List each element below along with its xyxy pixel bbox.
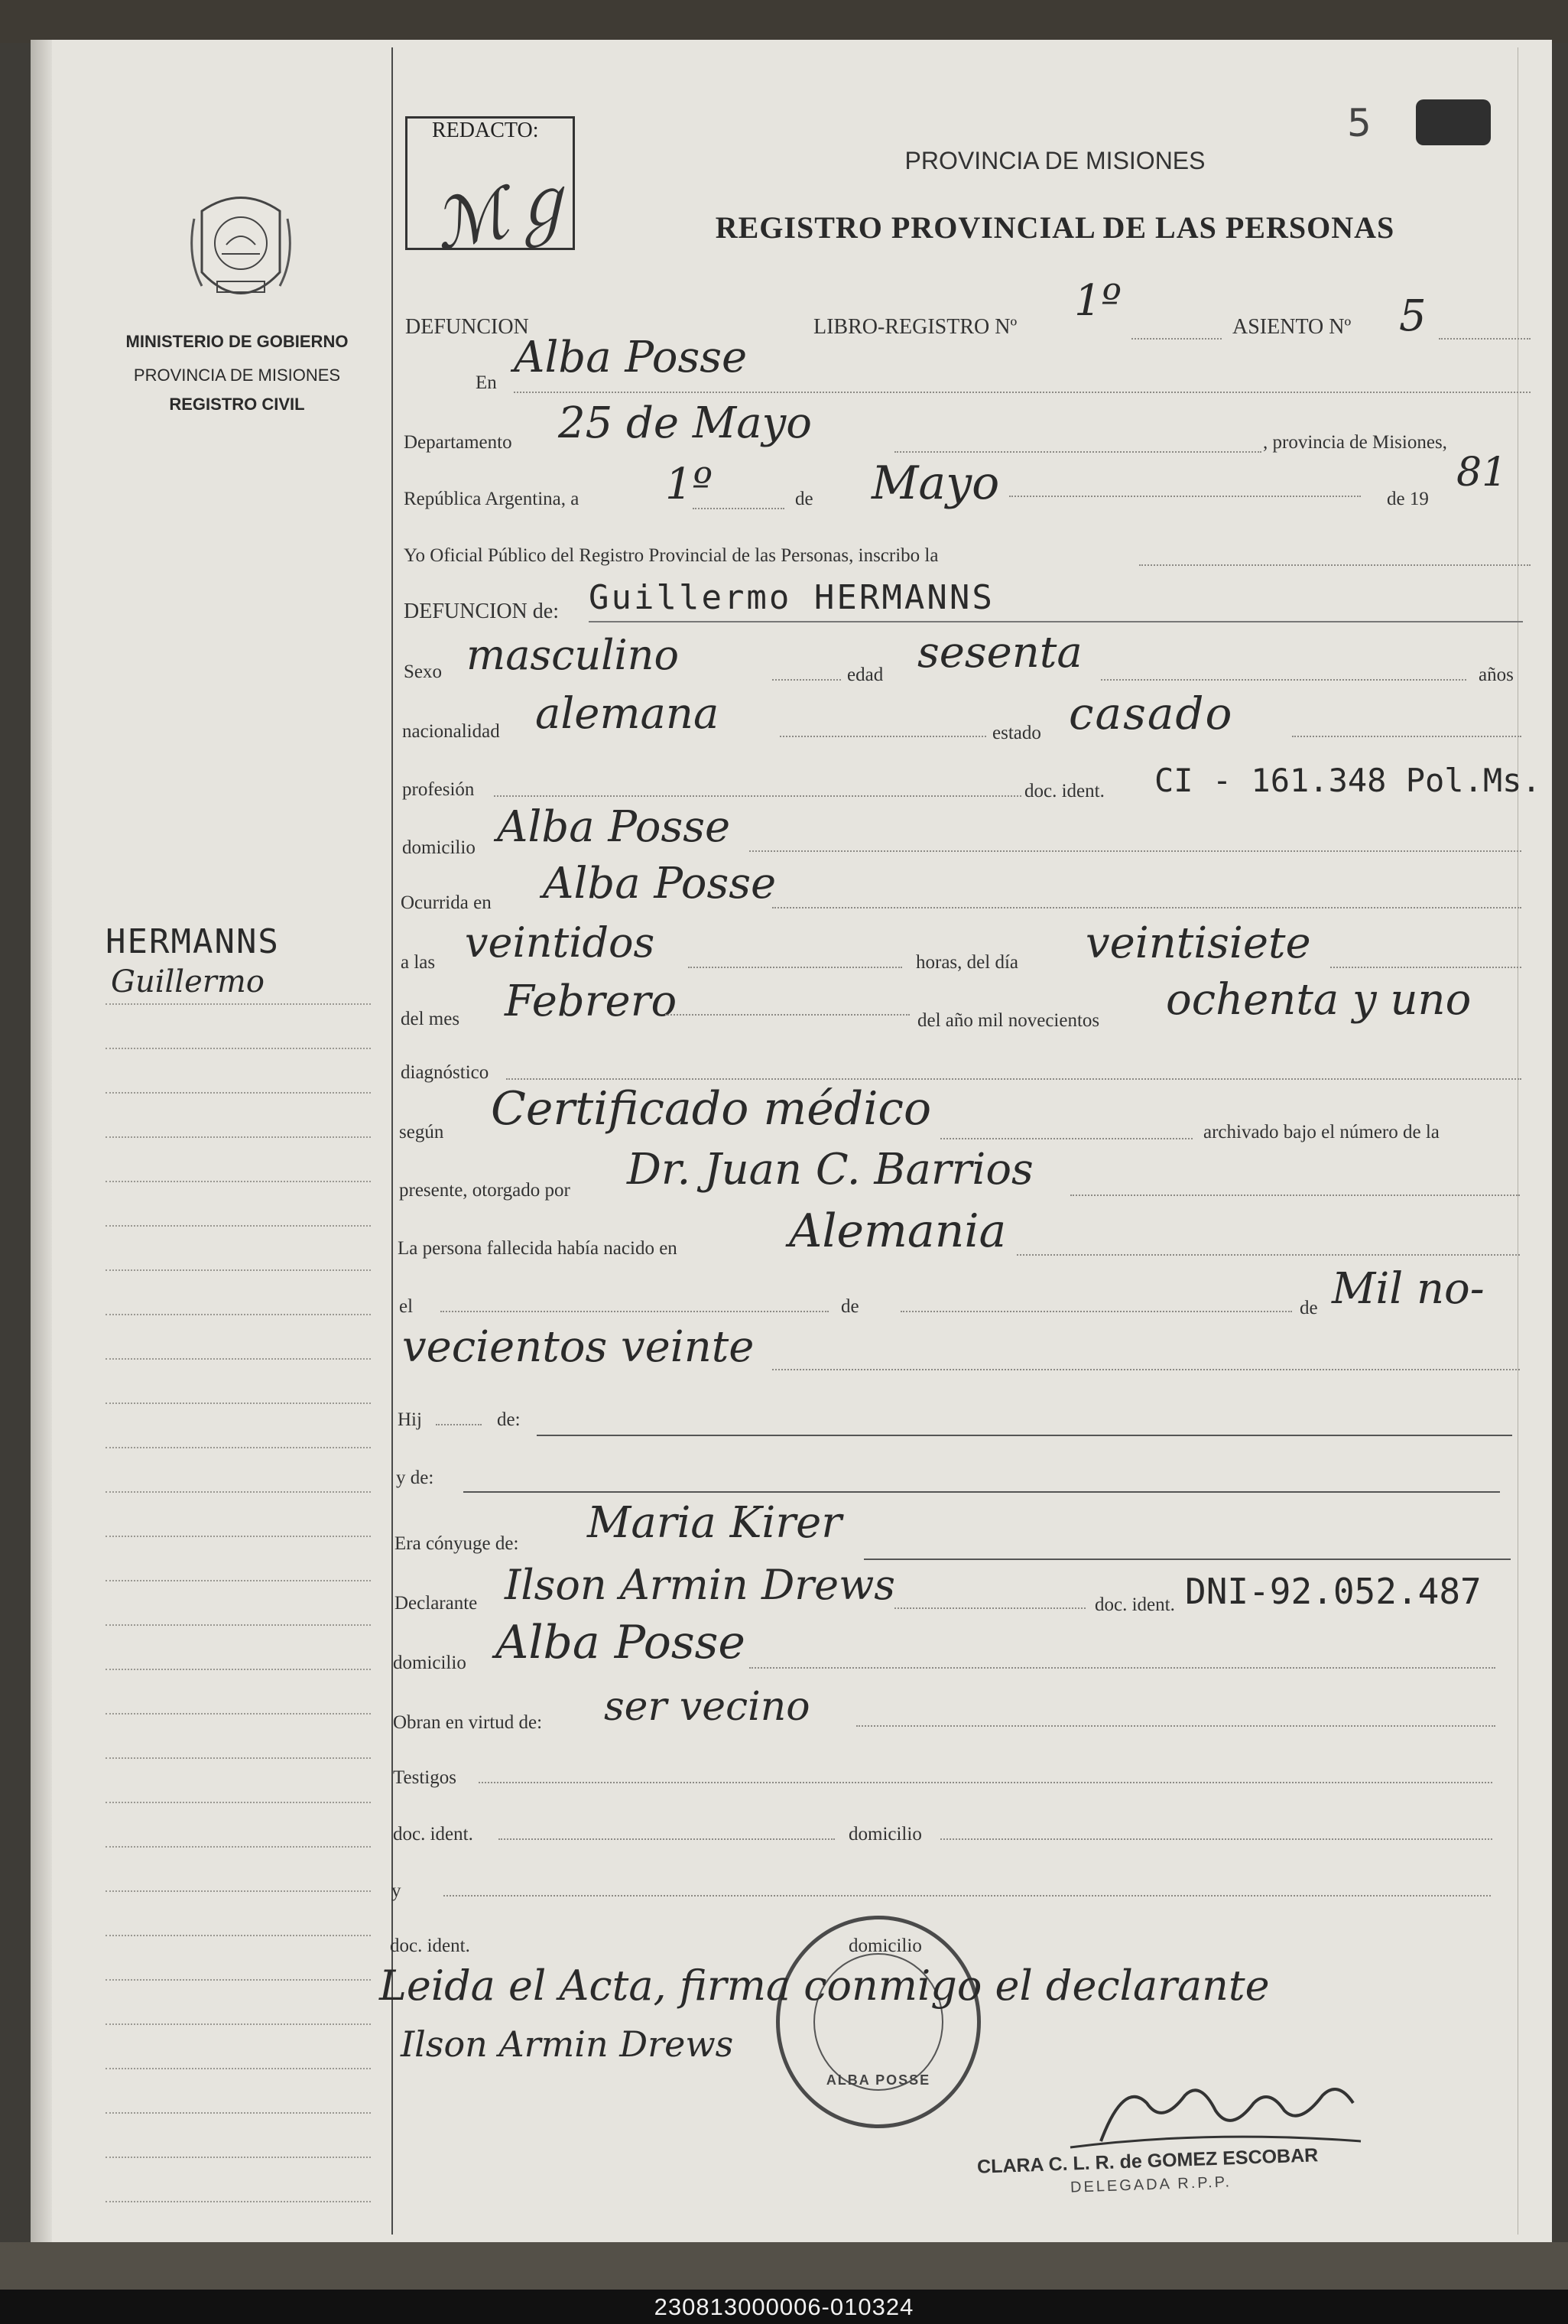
del-mes-label: del mes <box>401 1009 460 1029</box>
margin-rule <box>106 1181 371 1182</box>
margin-rule <box>106 1979 371 1981</box>
horas-rule <box>1330 967 1521 968</box>
el-rule <box>440 1311 829 1312</box>
decl-dom-rule <box>749 1667 1495 1669</box>
departamento-rule <box>894 451 1261 453</box>
margin-rule <box>106 1136 371 1138</box>
redaction-mark <box>1416 99 1491 145</box>
declarante-value: Ilson Armin Drews <box>505 1561 895 1609</box>
mes-value: Mayo <box>872 457 1000 510</box>
decl-doc-value: DNI-92.052.487 <box>1185 1571 1482 1612</box>
presente-rule <box>1070 1195 1520 1196</box>
del-anio-label: del año mil novecientos <box>917 1010 1100 1031</box>
margin-rule <box>106 1092 371 1094</box>
libro-value: 1º <box>1074 276 1122 326</box>
edad-label: edad <box>847 665 884 685</box>
asiento-value: 5 <box>1399 291 1427 341</box>
profesion-label: profesión <box>402 779 475 800</box>
estado-label: estado <box>992 723 1041 743</box>
del-anio-value: ochenta y uno <box>1166 975 1472 1025</box>
departamento-label: Departamento <box>404 432 512 453</box>
official-signature <box>1055 2057 1376 2157</box>
domicilio-rule <box>749 850 1521 852</box>
edad-value: sesenta <box>917 628 1083 678</box>
redacto-initials: ℳℊ <box>426 158 583 268</box>
domicilio-label: domicilio <box>402 837 476 858</box>
nacida-value: Alemania <box>789 1204 1007 1258</box>
ocurrida-value: Alba Posse <box>543 859 777 908</box>
del-mes-rule <box>665 1014 910 1016</box>
margin-rule <box>106 1225 371 1227</box>
horas-value: veintisiete <box>1086 918 1311 968</box>
ocurrida-label: Ocurrida en <box>401 892 492 913</box>
margin-rule <box>106 1536 371 1537</box>
closing-text: Leida el Acta, firma conmigo el declarante <box>379 1962 1270 2010</box>
province-title: PROVINCIA DE MISIONES <box>904 147 1206 174</box>
doc-ident-label: doc. ident. <box>1024 781 1105 801</box>
redacto-label: REDACTO: <box>432 119 539 142</box>
en-value: Alba Posse <box>514 333 748 382</box>
nacida-rule <box>1017 1254 1520 1256</box>
conyuge-value: Maria Kirer <box>587 1498 842 1548</box>
asiento-label: ASIENTO Nº <box>1232 315 1352 339</box>
republica-label: República Argentina, a <box>404 489 579 509</box>
profesion-rule <box>494 795 1021 797</box>
hij-de-label: de: <box>497 1409 521 1430</box>
libro-rule <box>1131 338 1222 340</box>
declarante-label: Declarante <box>394 1593 478 1614</box>
margin-rule <box>106 1403 371 1404</box>
defuncion-de-label: DEFUNCION de: <box>404 600 559 623</box>
anio-value: 81 <box>1456 450 1508 496</box>
ministry-line: MINISTERIO DE GOBIERNO <box>125 332 349 351</box>
margin-rule <box>106 1757 371 1759</box>
el-label: el <box>399 1296 414 1317</box>
defuncion-de-rule <box>589 621 1523 622</box>
margin-rule <box>106 1003 371 1005</box>
en-rule <box>514 392 1531 393</box>
del-mes-value: Febrero <box>505 977 677 1026</box>
obran-rule <box>856 1725 1495 1727</box>
yo-oficial-rule <box>1139 564 1531 566</box>
edad-rule <box>1101 679 1466 681</box>
testigos-label: Testigos <box>393 1767 456 1788</box>
obran-label: Obran en virtud de: <box>393 1712 543 1733</box>
estado-rule <box>1292 736 1521 737</box>
testigos-rule <box>479 1782 1492 1783</box>
y-de-rule <box>463 1491 1500 1493</box>
margin-rule <box>106 2201 371 2202</box>
provincia-label: , provincia de Misiones, <box>1263 432 1447 453</box>
civil-registry-line: REGISTRO CIVIL <box>169 395 305 414</box>
margin-rule <box>106 1669 371 1670</box>
doc-ident-value: CI - 161.348 Pol.Ms. <box>1154 762 1541 799</box>
t-dom-label: domicilio <box>849 1824 922 1845</box>
de2-label: de <box>841 1296 859 1317</box>
margin-rule <box>106 1846 371 1848</box>
nacida-label: La persona fallecida había nacido en <box>398 1238 677 1259</box>
t2-dom-label: domicilio <box>849 1936 922 1956</box>
y-rule <box>443 1895 1491 1897</box>
diagnostico-label: diagnóstico <box>401 1062 489 1083</box>
decl-dom-label: domicilio <box>393 1653 466 1673</box>
image-caption: 230813000006-010324 <box>0 2290 1568 2324</box>
margin-rule <box>106 2157 371 2158</box>
margin-rule <box>106 1358 371 1360</box>
hij-rule <box>436 1424 482 1425</box>
domicilio-value: Alba Posse <box>497 802 731 852</box>
nacionalidad-rule <box>780 736 986 737</box>
segun-label: según <box>399 1122 444 1142</box>
y-de-label: y de: <box>396 1468 434 1488</box>
province-emblem <box>187 188 295 312</box>
yo-oficial-text: Yo Oficial Público del Registro Provincial de las Personas, inscribo la <box>404 545 939 566</box>
presente-label: presente, otorgado por <box>399 1180 570 1201</box>
hij-de-rule <box>537 1435 1512 1436</box>
margin-surname: HERMANNS <box>106 922 280 961</box>
sexo-rule <box>772 679 841 681</box>
dia-value: 1º <box>665 460 713 509</box>
page-number: 5 <box>1347 101 1372 145</box>
de3-value: Mil no- <box>1332 1264 1485 1314</box>
declarante-rule <box>894 1607 1086 1609</box>
margin-rule <box>106 1890 371 1892</box>
t-doc-rule <box>498 1838 835 1840</box>
anos-label: años <box>1479 665 1514 685</box>
province-line: PROVINCIA DE MISIONES <box>133 366 341 385</box>
departamento-value: 25 de Mayo <box>558 398 812 448</box>
decl-dom-value: Alba Posse <box>495 1616 745 1669</box>
margin-rule <box>106 1935 371 1936</box>
defuncion-de-value: Guillermo HERMANNS <box>589 578 995 617</box>
nacionalidad-label: nacionalidad <box>402 721 500 742</box>
page-fold <box>31 40 52 2242</box>
anio-nac-rule <box>772 1369 1520 1370</box>
binding-top <box>0 0 1568 43</box>
dia-rule <box>693 508 784 509</box>
defuncion-label: DEFUNCION <box>405 315 529 339</box>
presente-value: Dr. Juan C. Barrios <box>627 1145 1034 1195</box>
margin-rule <box>106 1269 371 1271</box>
hij-label: Hij <box>398 1409 422 1430</box>
decl-doc-label: doc. ident. <box>1095 1594 1175 1615</box>
de3-label: de <box>1300 1298 1318 1318</box>
sexo-value: masculino <box>466 631 679 679</box>
y-label: y <box>391 1880 401 1901</box>
mes-rule <box>1009 496 1361 497</box>
conyuge-rule <box>864 1559 1511 1560</box>
official-title: DELEGADA R.P.P. <box>1070 2173 1232 2196</box>
a-las-rule <box>688 967 902 968</box>
seal-text: ALBA POSSE <box>826 2072 931 2088</box>
t2-doc-label: doc. ident. <box>390 1936 470 1956</box>
margin-rule <box>106 1491 371 1493</box>
a-las-value: veintidos <box>465 918 655 967</box>
estado-value: casado <box>1069 687 1234 739</box>
en-label: En <box>476 372 497 393</box>
margin-rule <box>106 1580 371 1581</box>
margin-rule <box>106 1624 371 1626</box>
margin-rule <box>106 1713 371 1715</box>
binding-bottom <box>0 2242 1568 2290</box>
ocurrida-rule <box>772 907 1521 908</box>
declarant-signature: Ilson Armin Drews <box>401 2023 734 2065</box>
official-seal <box>776 1916 981 2128</box>
margin-rule <box>106 1048 371 1049</box>
margin-divider <box>391 47 393 2235</box>
a-las-label: a las <box>401 952 436 973</box>
margin-given-name: Guillermo <box>111 964 265 999</box>
conyuge-label: Era cónyuge de: <box>394 1533 519 1554</box>
archivado-label: archivado bajo el número de la <box>1203 1122 1440 1142</box>
sexo-label: Sexo <box>404 661 442 682</box>
diagnostico-rule <box>506 1078 1521 1080</box>
obran-value: ser vecino <box>604 1684 810 1730</box>
de-label: de <box>795 489 813 509</box>
horas-label: horas, del día <box>916 952 1018 973</box>
margin-rule <box>106 1447 371 1448</box>
anio-nac-value: vecientos veinte <box>402 1322 755 1372</box>
nacionalidad-value: alemana <box>535 689 719 739</box>
margin-rule <box>106 1314 371 1315</box>
margin-rule <box>106 2023 371 2025</box>
de2-rule <box>901 1311 1292 1312</box>
t-dom-rule <box>940 1838 1492 1840</box>
segun-rule <box>940 1138 1193 1139</box>
official-name: CLARA C. L. R. de GOMEZ ESCOBAR <box>976 2144 1319 2178</box>
de19-label: de 19 <box>1387 489 1429 509</box>
libro-label: LIBRO-REGISTRO Nº <box>813 315 1018 339</box>
margin-rule <box>106 1802 371 1803</box>
asiento-rule <box>1439 338 1531 340</box>
segun-value: Certificado médico <box>491 1082 932 1136</box>
margin-rule <box>106 2068 371 2069</box>
margin-rule <box>106 2112 371 2114</box>
registry-title: REGISTRO PROVINCIAL DE LAS PERSONAS <box>715 210 1395 245</box>
t-doc-label: doc. ident. <box>393 1824 473 1845</box>
